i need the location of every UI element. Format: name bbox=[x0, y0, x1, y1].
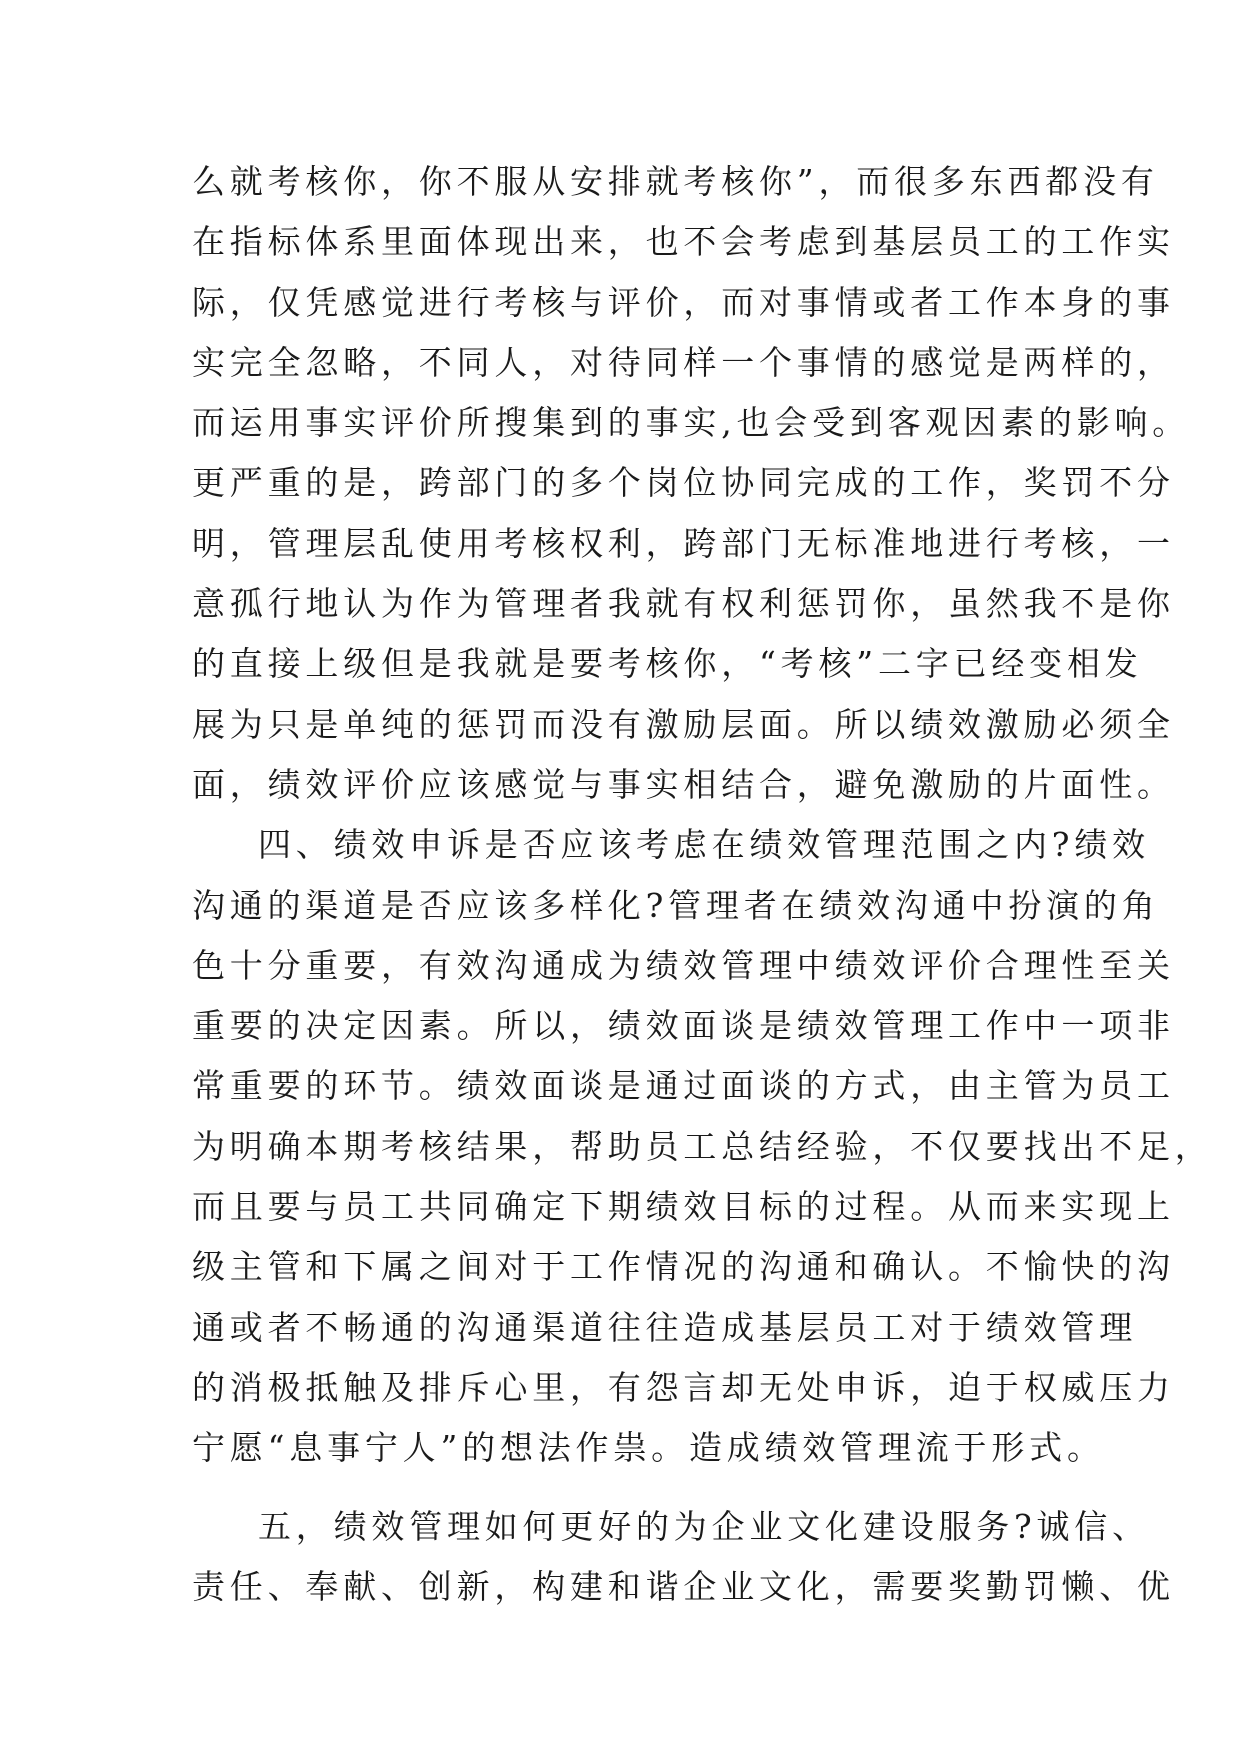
text-line: 责任、奉献、创新，构建和谐企业文化，需要奖勤罚懒、优 bbox=[192, 1566, 1175, 1606]
text-line: 常重要的环节。绩效面谈是通过面谈的方式，由主管为员工 bbox=[192, 1066, 1175, 1106]
text-line: 际，仅凭感觉进行考核与评价，而对事情或者工作本身的事 bbox=[192, 282, 1175, 322]
section-four-first-line: 四、绩效申诉是否应该考虑在绩效管理范围之内?绩效 bbox=[258, 825, 1150, 865]
text-line: 在指标体系里面体现出来，也不会考虑到基层员工的工作实 bbox=[192, 222, 1175, 262]
text-line: 色十分重要，有效沟通成为绩效管理中绩效评价合理性至关 bbox=[192, 945, 1175, 985]
text-line: 的直接上级但是我就是要考核你，“考核”二字已经变相发 bbox=[192, 644, 1143, 684]
text-line: 意孤行地认为作为管理者我就有权利惩罚你，虽然我不是你 bbox=[192, 584, 1175, 624]
text-line: 明，管理层乱使用考核权利，跨部门无标准地进行考核，一 bbox=[192, 523, 1175, 563]
text-line: 宁愿“息事宁人”的想法作祟。造成绩效管理流于形式。 bbox=[192, 1428, 1105, 1468]
text-line: 沟通的渠道是否应该多样化?管理者在绩效沟通中扮演的角 bbox=[192, 885, 1160, 925]
text-line: 级主管和下属之间对于工作情况的沟通和确认。不愉快的沟 bbox=[192, 1247, 1175, 1287]
text-line: 更严重的是，跨部门的多个岗位协同完成的工作，奖罚不分 bbox=[192, 463, 1175, 503]
text-line: 实完全忽略，不同人，对待同样一个事情的感觉是两样的， bbox=[192, 342, 1175, 382]
text-line: 为明确本期考核结果，帮助员工总结经验，不仅要找出不足， bbox=[192, 1126, 1213, 1166]
section-five-first-line: 五，绩效管理如何更好的为企业文化建设服务?诚信、 bbox=[258, 1506, 1150, 1546]
text-line: 么就考核你，你不服从安排就考核你”，而很多东西都没有 bbox=[192, 162, 1159, 201]
text-line: 通或者不畅通的沟通渠道往往造成基层员工对于绩效管理 bbox=[192, 1307, 1137, 1347]
text-line: 重要的决定因素。所以，绩效面谈是绩效管理工作中一项非 bbox=[192, 1006, 1175, 1046]
text-line: 而且要与员工共同确定下期绩效目标的过程。从而来实现上 bbox=[192, 1187, 1175, 1227]
document-body bbox=[192, 162, 1213, 1627]
text-line: 展为只是单纯的惩罚而没有激励层面。所以绩效激励必须全 bbox=[192, 704, 1175, 744]
text-line: 的消极抵触及排斥心里，有怨言却无处申诉，迫于权威压力 bbox=[192, 1367, 1175, 1407]
text-line: 而运用事实评价所搜集到的事实,也会受到客观因素的影响。 bbox=[192, 403, 1191, 443]
text-line: 面，绩效评价应该感觉与事实相结合，避免激励的片面性。 bbox=[192, 764, 1175, 804]
